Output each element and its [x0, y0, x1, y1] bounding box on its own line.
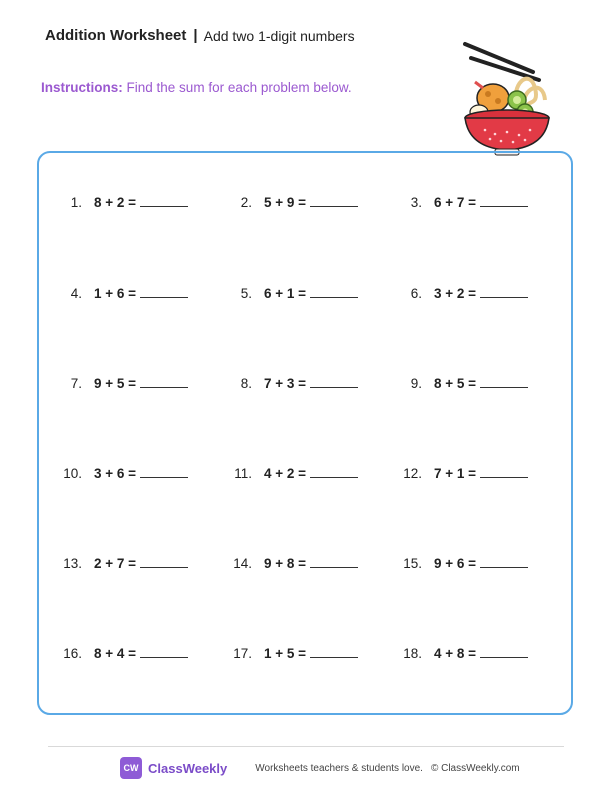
problem-item [388, 645, 528, 661]
footer-divider [48, 746, 564, 747]
problem-expression: 4 + 8 = [434, 646, 477, 661]
title-separator: | [193, 27, 198, 44]
problem-number: 11. [234, 466, 252, 481]
worksheet-subtitle: Add two 1-digit numbers [203, 27, 355, 44]
answer-blank[interactable] [310, 465, 358, 478]
noodle-bowl-icon [455, 38, 565, 158]
footer-tagline: Worksheets teachers & students love. [255, 762, 423, 774]
problem-item [388, 465, 528, 481]
problem-number: 12. [403, 466, 422, 481]
problem-expression: 9 + 8 = [264, 556, 307, 571]
worksheet-header [45, 27, 355, 44]
problem-item [388, 194, 528, 210]
answer-blank[interactable] [140, 465, 188, 478]
problem-item [218, 645, 358, 661]
problem-item [48, 555, 188, 571]
problem-expression: 7 + 1 = [434, 466, 477, 481]
problem-item [48, 645, 188, 661]
problem-number: 18. [403, 646, 422, 661]
problem-number: 4. [70, 286, 82, 301]
problem-expression: 6 + 1 = [264, 286, 307, 301]
problem-expression: 6 + 7 = [434, 195, 477, 210]
problem-number: 17. [233, 646, 252, 661]
problem-number: 2. [240, 195, 252, 210]
instructions-label: Instructions: [41, 80, 123, 95]
problem-number: 10. [63, 466, 82, 481]
answer-blank[interactable] [480, 285, 528, 298]
classweekly-logo: CW [120, 757, 142, 779]
problem-number: 6. [410, 286, 422, 301]
problem-expression: 3 + 6 = [94, 466, 137, 481]
problem-expression: 8 + 5 = [434, 376, 477, 391]
problem-number: 5. [240, 286, 252, 301]
problem-expression: 5 + 9 = [264, 195, 307, 210]
problem-item [218, 194, 358, 210]
instructions [41, 80, 352, 95]
problem-expression: 2 + 7 = [94, 556, 137, 571]
problem-expression: 9 + 5 = [94, 376, 137, 391]
answer-blank[interactable] [140, 285, 188, 298]
problem-item [388, 555, 528, 571]
answer-blank[interactable] [310, 194, 358, 207]
answer-blank[interactable] [140, 375, 188, 388]
footer [120, 757, 520, 779]
problem-number: 16. [63, 646, 82, 661]
problem-number: 7. [70, 376, 82, 391]
problem-expression: 8 + 4 = [94, 646, 137, 661]
instructions-text: Find the sum for each problem below. [126, 80, 352, 95]
answer-blank[interactable] [480, 375, 528, 388]
problem-item [388, 375, 528, 391]
problem-item [218, 465, 358, 481]
problem-number: 1. [70, 195, 82, 210]
brand-name: ClassWeekly [148, 760, 228, 776]
answer-blank[interactable] [310, 645, 358, 658]
problem-expression: 1 + 5 = [264, 646, 307, 661]
problem-item [48, 194, 188, 210]
answer-blank[interactable] [140, 555, 188, 568]
problem-expression: 1 + 6 = [94, 286, 137, 301]
problem-item [48, 375, 188, 391]
answer-blank[interactable] [140, 645, 188, 658]
problem-number: 9. [410, 376, 422, 391]
problem-expression: 8 + 2 = [94, 195, 137, 210]
answer-blank[interactable] [310, 555, 358, 568]
answer-blank[interactable] [310, 285, 358, 298]
problem-expression: 9 + 6 = [434, 556, 477, 571]
problem-item [218, 555, 358, 571]
answer-blank[interactable] [480, 465, 528, 478]
answer-blank[interactable] [480, 194, 528, 207]
problem-expression: 3 + 2 = [434, 286, 477, 301]
answer-blank[interactable] [480, 555, 528, 568]
answer-blank[interactable] [140, 194, 188, 207]
problem-number: 13. [63, 556, 82, 571]
problem-expression: 4 + 2 = [264, 466, 307, 481]
problem-item [218, 285, 358, 301]
problem-item [48, 465, 188, 481]
worksheet-title: Addition Worksheet [45, 27, 187, 44]
problem-item [388, 285, 528, 301]
answer-blank[interactable] [480, 645, 528, 658]
problems-panel [37, 151, 573, 715]
problem-expression: 7 + 3 = [264, 376, 307, 391]
problem-item [48, 285, 188, 301]
problem-item [218, 375, 358, 391]
problem-number: 8. [240, 376, 252, 391]
problem-number: 15. [403, 556, 422, 571]
problem-number: 14. [233, 556, 252, 571]
answer-blank[interactable] [310, 375, 358, 388]
footer-copyright: © ClassWeekly.com [430, 762, 520, 774]
problem-number: 3. [410, 195, 422, 210]
